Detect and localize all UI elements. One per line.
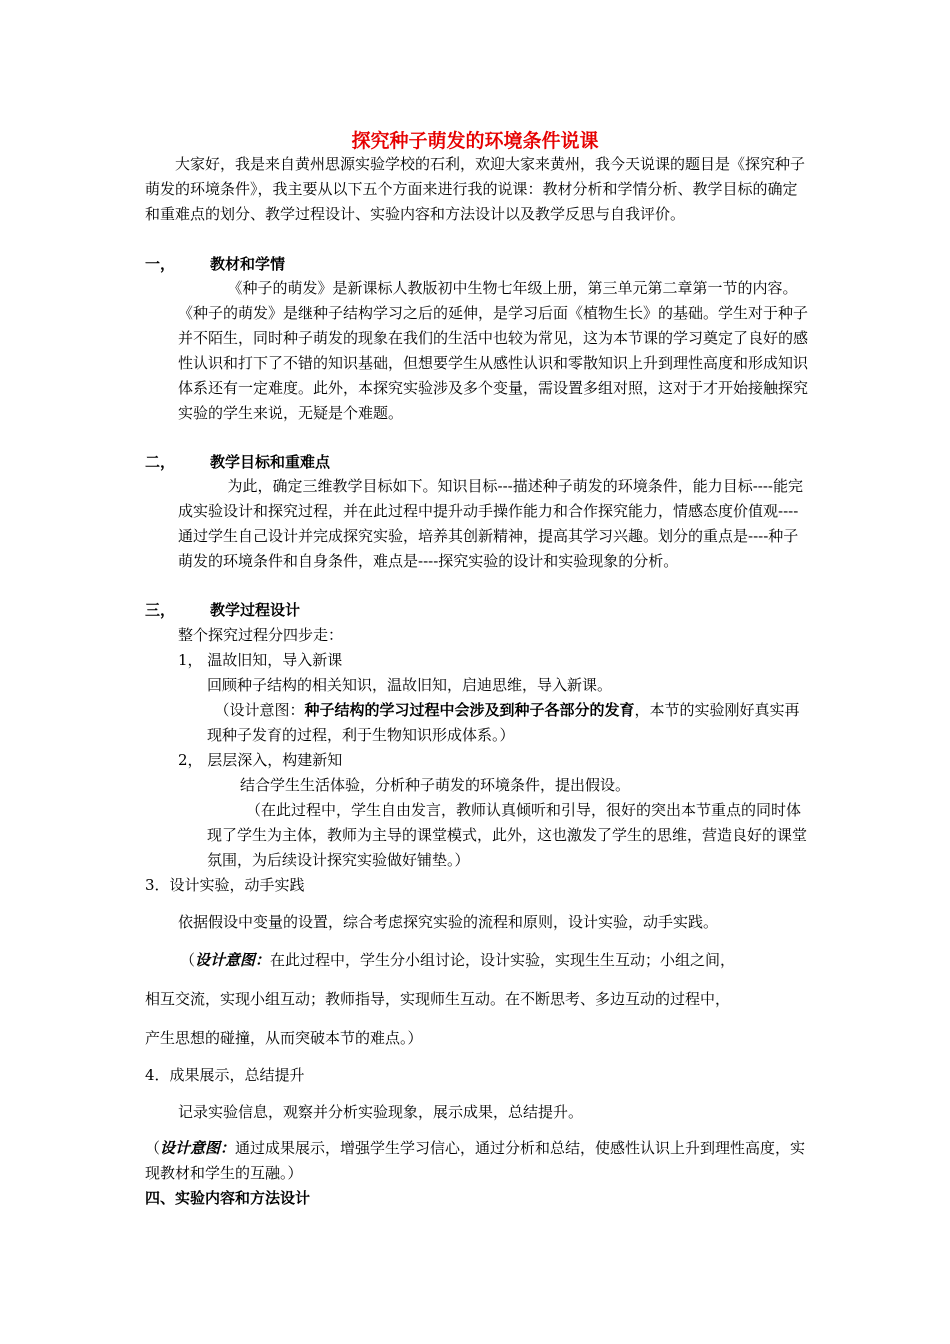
- step-3-note-open: （: [180, 951, 196, 969]
- section-3-heading: [145, 598, 545, 623]
- step-1-body: 回顾种子结构的相关知识，温故旧知，启迪思维，导入新课。: [207, 676, 613, 694]
- section-2-title: 教学目标和重难点: [210, 453, 331, 471]
- step-2-note-text: （在此过程中，学生自由发言，教师认真倾听和引导，很好的突出本节重点的同时体现了学生为主体，教师为主导的课堂模式，此外，这也激发了学生的思维，营造良好的课堂氛围，为后续设计探究实验做好铺垫。）: [207, 801, 808, 869]
- step-1-note-rest: ，本节的实验刚好真实再现种子发育的过程，利于生物知识形成体系。）: [207, 701, 800, 744]
- document-title: 探究种子萌发的环境条件说课: [351, 130, 599, 152]
- step-3-title: 3．设计实验，动手实践: [145, 876, 305, 894]
- step-4-note-open: （: [145, 1139, 161, 1157]
- step-3-note-line-3: 产生思想的碰撞，从而突破本节的难点。）: [145, 1029, 423, 1047]
- step-3-body: 依据假设中变量的设置，综合考虑探究实验的流程和原则，设计实验，动手实践。: [178, 913, 719, 931]
- section-1-text: 《种子的萌发》是新课标人教版初中生物七年级上册，第三单元第二章第一节的内容。《种子的萌发》是继种子结构学习之后的延伸，是学习后面《植物生长》的基础。学生对于种子并不陌生，同时种子萌发的现象在我们的生活中也较为常见，这为本节课的学习奠定了良好的感性认识和打下了不错的知识基础，但想要学生从感性认识和零散知识上升到理性高度和形成知识体系还有一定难度。此外，本探究实验涉及多个变量，需设置多组对照，这对于才开始接触探究实验的学生来说，无疑是个难题。: [178, 279, 809, 422]
- section-1-body: [178, 276, 810, 426]
- step-2-title: 2， 层层深入，构建新知: [178, 751, 343, 769]
- section-2-heading: [145, 450, 545, 475]
- step-4-note-label: 设计意图：: [160, 1139, 236, 1157]
- step-2-body: 结合学生生活体验，分析种子萌发的环境条件，提出假设。: [240, 776, 631, 794]
- section-3-number: 三，: [145, 601, 176, 619]
- section-4-heading: 四、实验内容和方法设计: [145, 1189, 311, 1207]
- intro-text: 大家好，我是来自黄州思源实验学校的石利，欢迎大家来黄州，我今天说课的题目是《探究种子萌发的环境条件》，我主要从以下五个方面来进行我的说课：教材分析和学情分析、教学目标的确定和重难点的划分、教学过程设计、实验内容和方法设计以及教学反思与自我评价。: [145, 155, 806, 223]
- step-1-title: 1， 温故旧知，导入新课: [178, 651, 343, 669]
- step-3-note-label: 设计意图：: [195, 951, 271, 969]
- step-4-title: 4．成果展示，总结提升: [145, 1066, 305, 1084]
- step-4-note-text: 通过成果展示，增强学生学习信心，通过分析和总结，使感性认识上升到理性高度，实现教材和学生的互融。）: [145, 1139, 806, 1182]
- section-1-heading: [145, 252, 545, 277]
- section-2-number: 二，: [145, 453, 176, 471]
- step-1-note: [207, 698, 810, 748]
- step-4-note: [145, 1136, 810, 1186]
- step-3-note-line-2: 相互交流，实现小组互动；教师指导，实现师生互动。在不断思考、多边互动的过程中，: [145, 990, 731, 1008]
- section-3-intro: 整个探究过程分四步走：: [178, 626, 344, 644]
- intro-paragraph: [145, 152, 810, 227]
- section-2-body: [178, 474, 810, 574]
- section-3-title: 教学过程设计: [210, 601, 301, 619]
- step-4-body: 记录实验信息，观察并分析实验现象，展示成果，总结提升。: [178, 1103, 584, 1121]
- section-2-text: 为此，确定三维教学目标如下。知识目标---描述种子萌发的环境条件，能力目标----能完成实验设计和探究过程，并在此过程中提升动手操作能力和合作探究能力，情感态度价值观----通过学生自己设计并完成探究实验，培养其创新精神，提高其学习兴趣。划分的重点是----种子萌发的环境条件和自身条件，难点是----探究实验的设计和实验现象的分析。: [178, 477, 803, 570]
- step-1-note-emphasis: 种子结构的学习过程中会涉及到种子各部分的发育: [304, 701, 635, 719]
- step-2-note: [207, 798, 810, 873]
- step-3-note-text: 在此过程中，学生分小组讨论，设计实验，实现生生互动；小组之间，: [270, 951, 736, 969]
- step-3-note-line-1: [180, 948, 810, 973]
- section-1-title: 教材和学情: [210, 255, 286, 273]
- section-1-number: 一，: [145, 255, 176, 273]
- step-1-note-prefix: （设计意图：: [214, 701, 305, 719]
